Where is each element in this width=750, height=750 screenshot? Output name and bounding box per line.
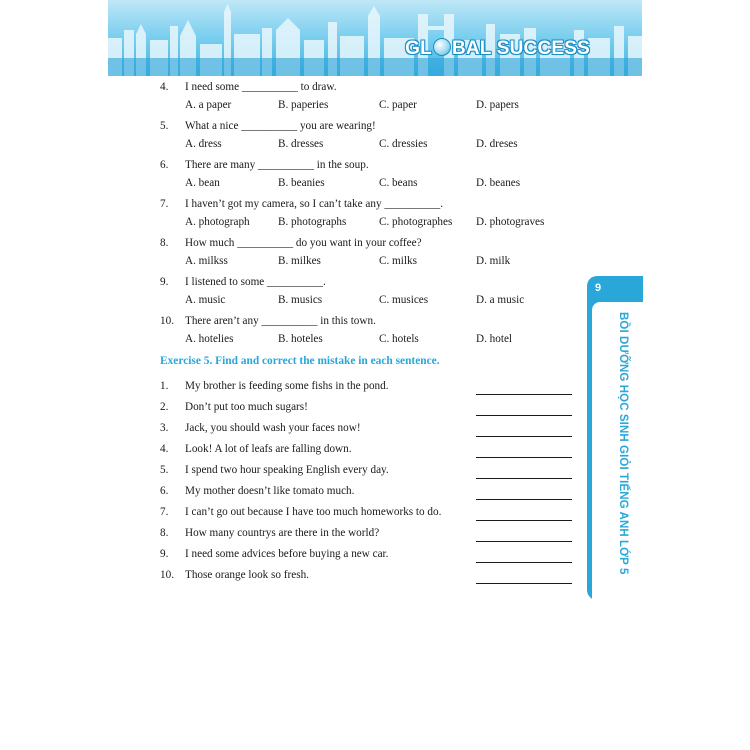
answer-blank-line: [476, 520, 572, 521]
answer-option-a: A. milkss: [185, 255, 228, 267]
question-stem: There are many __________ in the soup.: [185, 159, 369, 171]
sentence-item: [160, 546, 580, 567]
answer-option-c: C. hotels: [379, 333, 419, 345]
sentence-text: Those orange look so fresh.: [185, 569, 309, 581]
answer-option-d: D. milk: [476, 255, 511, 267]
question-number: 5.: [160, 120, 169, 132]
answer-option-b: B. photographs: [278, 216, 347, 228]
answer-option-b: B. dresses: [278, 138, 324, 150]
exercise-5-title: Exercise 5. Find and correct the mistake in each sentence.: [160, 355, 440, 367]
answer-option-a: A. dress: [185, 138, 222, 150]
page-number: 9: [594, 282, 602, 294]
question-number: 8.: [160, 237, 169, 249]
sentence-number: 4.: [160, 443, 169, 455]
answer-option-c: C. milks: [379, 255, 417, 267]
answer-blank-line: [476, 499, 572, 500]
sentence-number: 2.: [160, 401, 169, 413]
book-title-vertical: BỒI DƯỠNG HỌC SINH GIỎI TIẾNG ANH LỚP 5: [617, 312, 629, 575]
question-item: [160, 78, 580, 117]
sentence-item: [160, 462, 580, 483]
answer-option-c: C. beans: [379, 177, 418, 189]
answer-option-d: D. beanes: [476, 177, 521, 189]
question-stem: There aren’t any __________ in this town.: [185, 315, 376, 327]
multiple-choice-questions: [160, 78, 580, 351]
sentence-number: 10.: [160, 569, 174, 581]
answer-option-a: A. hotelies: [185, 333, 234, 345]
brand-logo: GL BAL SUCCESS: [405, 38, 590, 59]
question-stem: How much __________ do you want in your coffee?: [185, 237, 422, 249]
header-banner: [108, 0, 642, 76]
question-number: 7.: [160, 198, 169, 210]
globe-icon: [433, 38, 451, 56]
question-item: [160, 234, 580, 273]
sentence-number: 9.: [160, 548, 169, 560]
question-item: [160, 312, 580, 351]
sentence-text: Don’t put too much sugars!: [185, 401, 308, 413]
sentence-number: 7.: [160, 506, 169, 518]
sentence-text: I need some advices before buying a new car.: [185, 548, 389, 560]
answer-option-d: D. hotel: [476, 333, 513, 345]
answer-blank-line: [476, 583, 572, 584]
question-item: [160, 117, 580, 156]
answer-blank-line: [476, 541, 572, 542]
answer-option-c: C. musices: [379, 294, 429, 306]
sentence-text: How many countrys are there in the world?: [185, 527, 380, 539]
side-tab: [587, 276, 643, 600]
answer-option-c: C. paper: [379, 99, 417, 111]
answer-option-a: A. bean: [185, 177, 220, 189]
answer-blank-line: [476, 436, 572, 437]
sentence-item: [160, 378, 580, 399]
answer-option-a: A. photograph: [185, 216, 250, 228]
question-item: [160, 273, 580, 312]
answer-option-d: D. dreses: [476, 138, 518, 150]
answer-option-b: B. paperies: [278, 99, 329, 111]
answer-blank-line: [476, 394, 572, 395]
answer-blank-line: [476, 478, 572, 479]
sentence-text: My brother is feeding some fishs in the pond.: [185, 380, 389, 392]
question-stem: What a nice __________ you are wearing!: [185, 120, 376, 132]
answer-option-c: C. dressies: [379, 138, 428, 150]
question-item: [160, 195, 580, 234]
exercise-5-sentences: [160, 378, 580, 588]
answer-blank-line: [476, 562, 572, 563]
answer-option-a: A. music: [185, 294, 226, 306]
sentence-number: 5.: [160, 464, 169, 476]
sentence-item: [160, 525, 580, 546]
sentence-item: [160, 441, 580, 462]
sentence-text: Look! A lot of leafs are falling down.: [185, 443, 352, 455]
answer-option-a: A. a paper: [185, 99, 232, 111]
answer-option-d: D. photograves: [476, 216, 545, 228]
sentence-text: I spend two hour speaking English every day.: [185, 464, 389, 476]
answer-blank-line: [476, 457, 572, 458]
sentence-number: 1.: [160, 380, 169, 392]
question-number: 9.: [160, 276, 169, 288]
answer-option-d: D. papers: [476, 99, 519, 111]
sentence-item: [160, 504, 580, 525]
question-stem: I listened to some __________.: [185, 276, 326, 288]
question-stem: I haven’t got my camera, so I can’t take any __________.: [185, 198, 444, 210]
sentence-item: [160, 420, 580, 441]
sentence-item: [160, 399, 580, 420]
sentence-text: My mother doesn’t like tomato much.: [185, 485, 355, 497]
question-item: [160, 156, 580, 195]
question-number: 4.: [160, 81, 169, 93]
answer-option-b: B. hoteles: [278, 333, 323, 345]
answer-option-b: B. milkes: [278, 255, 321, 267]
sentence-number: 6.: [160, 485, 169, 497]
sentence-text: Jack, you should wash your faces now!: [185, 422, 361, 434]
sentence-number: 8.: [160, 527, 169, 539]
answer-option-d: D. a music: [476, 294, 525, 306]
sentence-number: 3.: [160, 422, 169, 434]
sentence-item: [160, 483, 580, 504]
answer-blank-line: [476, 415, 572, 416]
question-stem: I need some __________ to draw.: [185, 81, 337, 93]
sentence-item: [160, 567, 580, 588]
question-number: 10.: [160, 315, 174, 327]
answer-option-b: B. musics: [278, 294, 323, 306]
answer-option-c: C. photographes: [379, 216, 453, 228]
question-number: 6.: [160, 159, 169, 171]
sentence-text: I can’t go out because I have too much homeworks to do.: [185, 506, 442, 518]
answer-option-b: B. beanies: [278, 177, 325, 189]
